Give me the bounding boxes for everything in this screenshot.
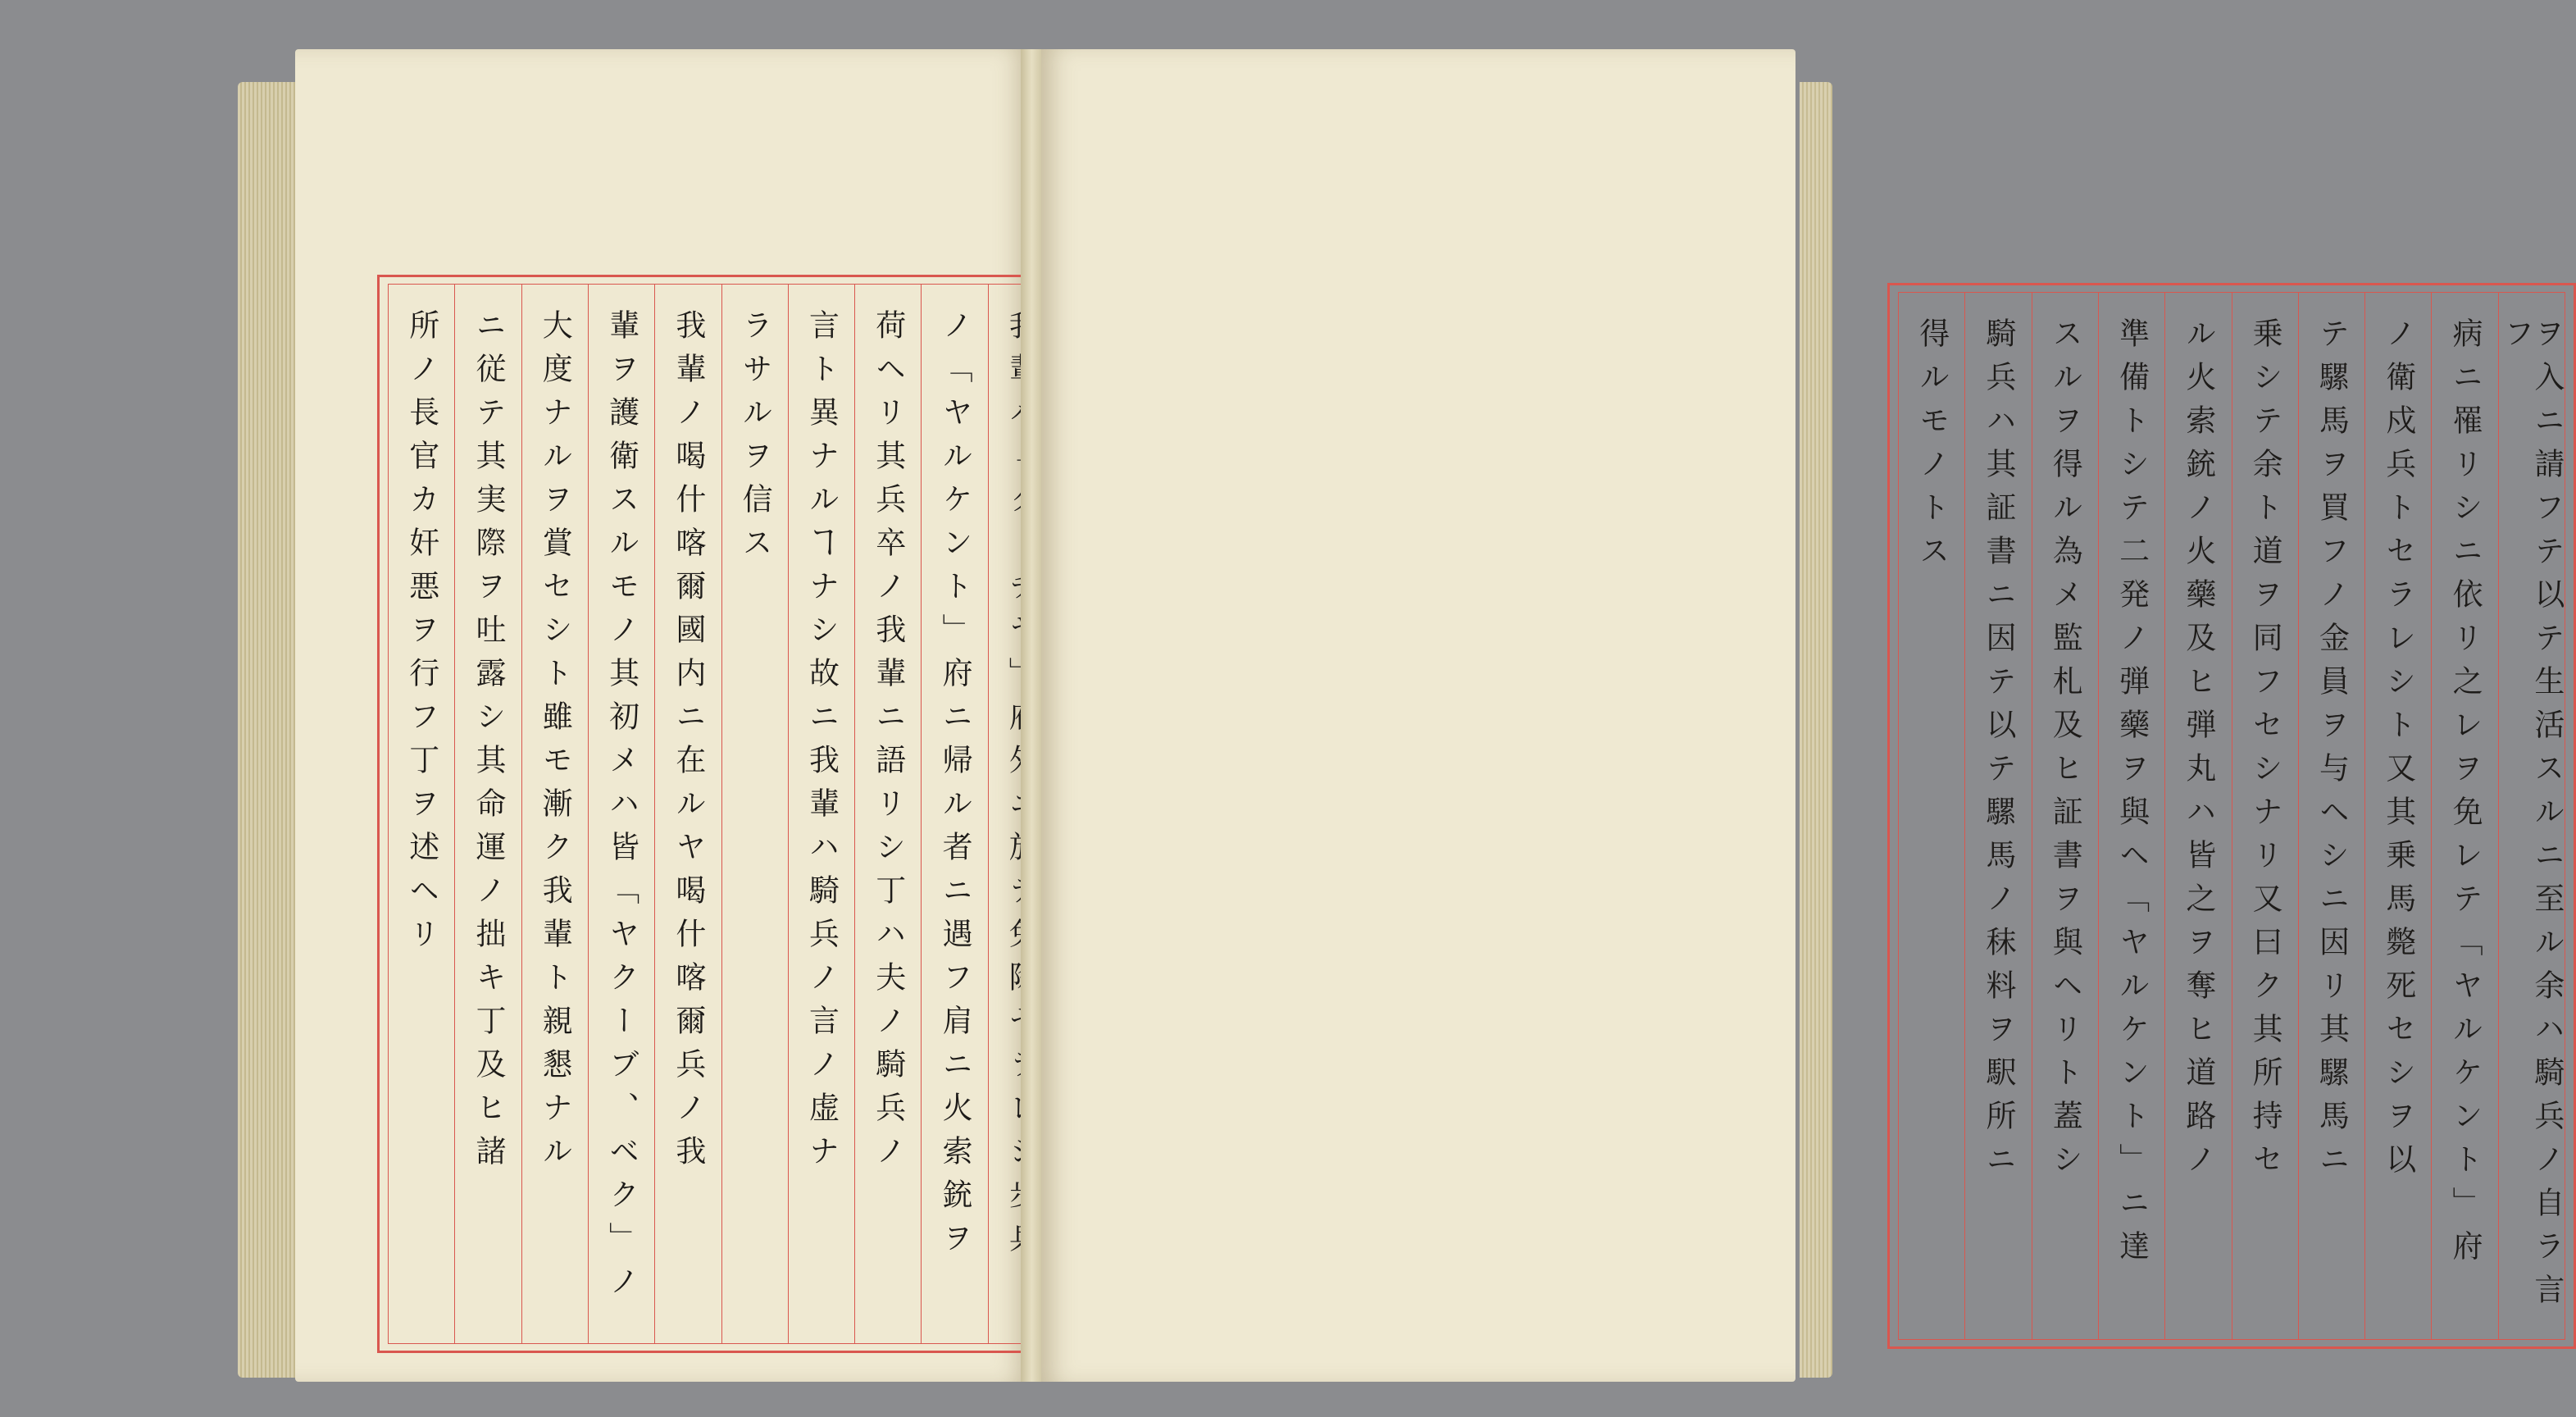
left-page-column: 言ト異ナルヿナシ故ニ我輩ハ騎兵ノ言ノ虚ナ [788, 285, 854, 1343]
right-columns [1899, 293, 2565, 1339]
right-page-column: 病ニ罹リシニ依リ之レヲ免レテ「ヤルケント」府 [2431, 293, 2497, 1339]
left-page-column: 我輩ノ喝什喀爾國内ニ在ルヤ喝什喀爾兵ノ我 [654, 285, 721, 1343]
right-page-column: ル火索銃ノ火藥及ヒ弾丸ハ皆之ヲ奪ヒ道路ノ [2164, 293, 2231, 1339]
left-page-column: 所ノ長官カ奸悪ヲ行フ丁ヲ述ヘリ [403, 309, 439, 961]
right-page-edges [1800, 82, 1832, 1378]
open-book [238, 49, 2565, 1390]
left-page-column: 輩ヲ護衛スルモノ其初メハ皆「ヤクーブ、ベク」ノ [588, 285, 654, 1343]
left-text-frame [377, 275, 1066, 1353]
right-page-column: 騎兵ハ其証書ニ因テ以テ騾馬ノ秣料ヲ駅所ニ [1964, 293, 2031, 1339]
right-page-column: テ騾馬ヲ買フノ金員ヲ与ヘシニ因リ其騾馬ニ [2298, 293, 2364, 1339]
left-page-column: 荷ヘリ其兵卒ノ我輩ニ語リシ丁ハ夫ノ騎兵ノ [854, 285, 921, 1343]
right-page-column: ノ衛戍兵トセラレシト又其乗馬斃死セシヲ以 [2364, 293, 2431, 1339]
right-text-frame [1887, 283, 2576, 1349]
left-page-column: 大度ナルヲ賞セシト雖モ漸ク我輩ト親懇ナル [521, 285, 588, 1343]
right-page-column: 準備トシテ二発ノ弾藥ヲ與ヘ「ヤルケント」ニ達 [2098, 293, 2164, 1339]
left-page-column: ニ従テ其実際ヲ吐露シ其命運ノ拙キ丁及ヒ諸 [454, 285, 521, 1343]
right-page-column: 乗シテ余ト道ヲ同フセシナリ又曰ク其所持セ [2232, 293, 2298, 1339]
left-page-column: ノ「ヤルケント」府ニ帰ル者ニ遇フ肩ニ火索銃ヲ [921, 285, 987, 1343]
right-page-column: 得ルモノトス [1914, 317, 1950, 578]
right-page [1041, 49, 2565, 1382]
right-page-column: ヲ入ニ請フテ以テ生活スルニ至ル余ハ騎兵ノ自ラ言フ [2498, 293, 2565, 1339]
left-page [295, 49, 1029, 1382]
left-page-column: ラサルヲ信ス [721, 285, 788, 1343]
left-columns [389, 285, 1054, 1343]
left-page-edges [238, 82, 303, 1378]
right-page-column: スルヲ得ル為メ監札及ヒ証書ヲ與ヘリト蓋シ [2032, 293, 2098, 1339]
